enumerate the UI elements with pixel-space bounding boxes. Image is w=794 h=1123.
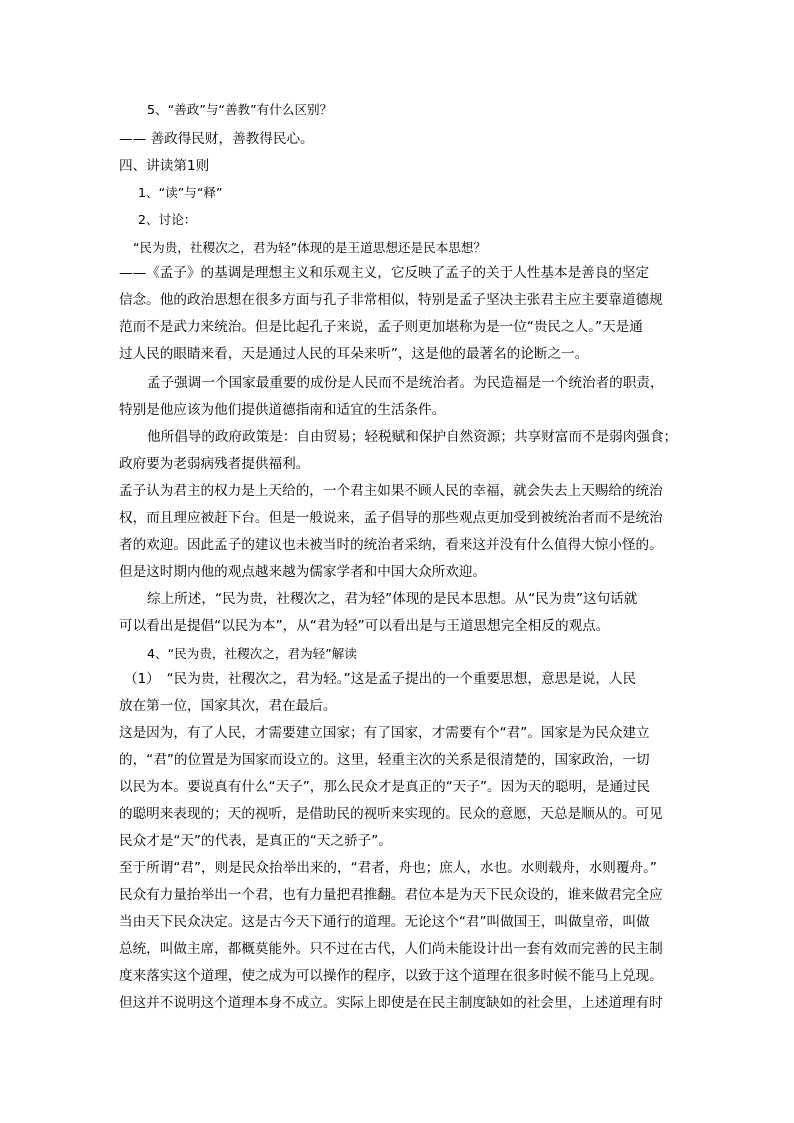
- subheading-interpretation: 4、“民为贵，社稷次之，君为轻”解读: [147, 646, 357, 661]
- question-5-heading: 5、“善政”与“善教”有什么区别？: [147, 102, 333, 117]
- section-4-heading: 四、讲读第1则: [119, 158, 210, 174]
- subheading-read-explain: 1、“读”与“释”: [138, 185, 223, 200]
- paragraph-line: 的聪明来表现的；天的视听，是借助民的视听来实现的。民众的意愿，天总是顺从的。可见: [119, 806, 663, 822]
- paragraph-line: 他所倡导的政府政策是：自由贸易；轻税赋和保护自然资源；共享财富而不是弱肉强食；: [147, 429, 678, 445]
- paragraph-line: 总统，叫做主席，都概莫能外。只不过在古代，人们尚未能设计出一套有效而完善的民主制: [119, 941, 663, 957]
- discussion-question: “民为贵，社稷次之，君为轻”体现的是王道思想还是民本思想？: [133, 240, 487, 255]
- paragraph-line: ——《孟子》的基调是理想主义和乐观主义，它反映了孟子的关于人性基本是善良的坚定: [119, 265, 650, 281]
- paragraph-line: 民众有力量抬举出一个君，也有力量把君推翻。君位本是为天下民众设的，谁来做君完全应: [119, 887, 663, 903]
- paragraph-line: 但是这时期内他的观点越来越为儒家学者和中国大众所欢迎。: [119, 564, 487, 580]
- paragraph-line: 政府要为老弱病残者提供福利。: [119, 456, 310, 472]
- paragraph-line: 过人民的眼睛来看，天是通过人民的耳朵来听”，这是他的最著名的论断之一。: [119, 346, 589, 362]
- paragraph-line: 至于所谓“君”，则是民众抬举出来的，“君者，舟也；庶人，水也。水则载舟，水则覆舟。”: [119, 860, 657, 876]
- paragraph-line: 放在第一位，国家其次，君在最后。: [119, 698, 337, 714]
- answer-5: —— 善政得民财，善教得民心。: [119, 131, 314, 147]
- paragraph-line: 综上所述，“民为贵，社稷次之，君为轻”体现的是民本思想。从“民为贵”这句话就: [147, 591, 638, 607]
- subheading-discussion: 2、讨论：: [138, 212, 197, 227]
- paragraph-line: 信念。他的政治思想在很多方面与孔子非常相似，特别是孟子坚决主张君主应主要靠道德规: [119, 292, 663, 308]
- paragraph-line: 民众才是“天”的代表，是真正的“天之骄子”。: [119, 833, 392, 849]
- paragraph-line: 孟子认为君主的权力是上天给的，一个君主如果不顾人民的幸福，就会失去上天赐给的统治: [119, 483, 663, 499]
- paragraph-line: 权，而且理应被赶下台。但是一般说来，孟子倡导的那些观点更加受到被统治者而不是统治: [119, 510, 663, 526]
- paragraph-line: 这是因为，有了人民，才需要建立国家；有了国家，才需要有个“君”。国家是为民众建立: [119, 725, 650, 741]
- paragraph-line: 当由天下民众决定。这是古今天下通行的道理。无论这个“君”叫做国王，叫做皇帝，叫做: [119, 914, 650, 930]
- paragraph-line: 孟子强调一个国家最重要的成份是人民而不是统治者。为民造福是一个统治者的职责，: [147, 375, 664, 391]
- paragraph-line: 但这并不说明这个道理本身不成立。实际上即使是在民主制度缺如的社会里，上述道理有时: [119, 995, 663, 1011]
- paragraph-line: 范而不是武力来统治。但是比起孔子来说，孟子则更加堪称为是一位“贵民之人。”天是通: [119, 319, 643, 335]
- paragraph-line: 以民为本。要说真有什么“天子”，那么民众才是真正的“天子”。因为天的聪明，是通过民: [119, 779, 651, 795]
- paragraph-line: 度来落实这个道理，使之成为可以操作的程序，以致于这个道理在很多时候不能马上兑现。: [119, 968, 663, 984]
- paragraph-line: 特别是他应该为他们提供道德指南和适宜的生活条件。: [119, 402, 446, 418]
- paragraph-line: 者的欢迎。因此孟子的建议也未被当时的统治者采纳，看来这并没有什么值得大惊小怪的。: [119, 537, 663, 553]
- paragraph-line: 可以看出是提倡“以民为本”，从“君为轻”可以看出是与王道思想完全相反的观点。: [119, 618, 610, 634]
- paragraph-line: （1） “民为贵，社稷次之，君为轻。”这是孟子提出的一个重要思想，意思是说，人民: [124, 671, 637, 687]
- paragraph-line: 的，“君”的位置是为国家而设立的。这里，轻重主次的关系是很清楚的，国家政治，一切: [119, 752, 650, 768]
